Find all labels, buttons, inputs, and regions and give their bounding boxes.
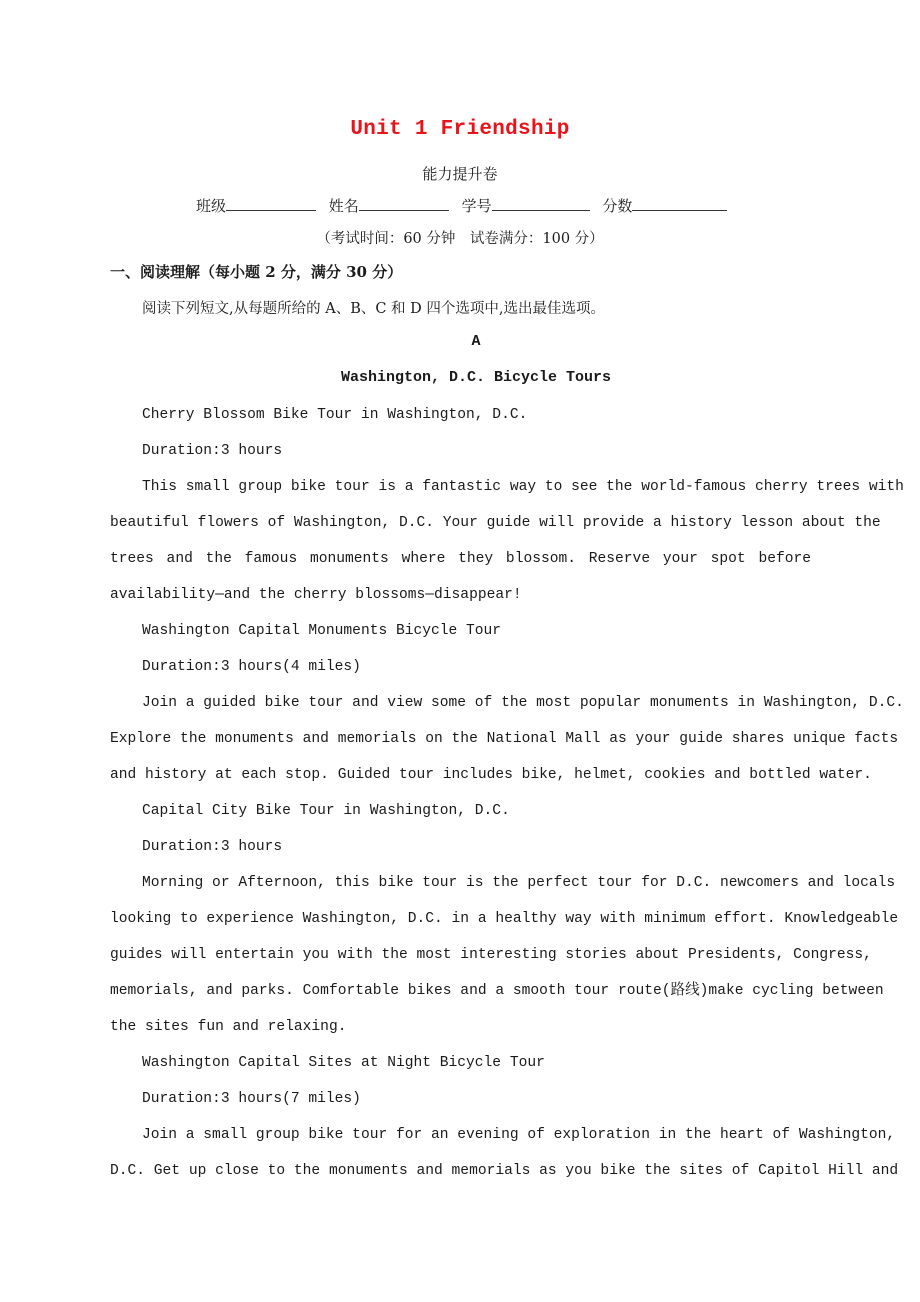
student-info-row (196, 195, 735, 216)
paragraph-line: Join a small group bike tour for an evening of exploration in the heart of Washington, (142, 1127, 896, 1143)
tour-duration: Duration:3 hours (142, 443, 283, 459)
class-blank[interactable] (226, 196, 316, 211)
document-title: Unit 1 Friendship (350, 118, 570, 141)
paragraph-line: D.C. Get up close to the monuments and memorials as you bike the sites of Capitol Hill and (110, 1163, 899, 1179)
document-subtitle: 能力提升卷 (422, 165, 498, 183)
tour-name: Cherry Blossom Bike Tour in Washington, D.C. (142, 407, 528, 423)
section-heading: 一、阅读理解（每小题 2 分，满分 30 分） (110, 263, 403, 281)
paragraph-line: guides will entertain you with the most interesting stories about Presidents, Congress, (110, 947, 872, 963)
paragraph-line: Join a guided bike tour and view some of the most popular monuments in Washington, D.C. (142, 695, 904, 711)
student-number-label: 学号 (461, 197, 492, 215)
tour-duration: Duration:3 hours (142, 839, 283, 855)
tour-name: Capital City Bike Tour in Washington, D.C. (142, 803, 510, 819)
name-label: 姓名 (328, 197, 359, 215)
paragraph-line: beautiful flowers of Washington, D.C. Your guide will provide a history lesson about the (110, 515, 881, 531)
tour-duration: Duration:3 hours(7 miles) (142, 1091, 361, 1107)
exam-note: （考试时间：60 分钟 试卷满分：100 分） (316, 231, 604, 247)
paragraph-line: looking to experience Washington, D.C. in a healthy way with minimum effort. Knowledgeable (110, 911, 899, 927)
passage-label: A (471, 333, 481, 350)
name-blank[interactable] (359, 196, 449, 211)
paragraph-line: This small group bike tour is a fantastic way to see the world-famous cherry trees with (142, 479, 904, 495)
section-instruction: 阅读下列短文,从每题所给的 A、B、C 和 D 四个选项中,选出最佳选项。 (142, 301, 605, 317)
tour-name: Washington Capital Monuments Bicycle Tour (142, 623, 502, 639)
paragraph-line: trees and the famous monuments where they blossom. Reserve your spot before (110, 551, 811, 567)
student-number-blank[interactable] (492, 196, 590, 211)
tour-name: Washington Capital Sites at Night Bicycle Tour (142, 1055, 545, 1071)
paragraph-line: and history at each stop. Guided tour includes bike, helmet, cookies and bottled water. (110, 767, 872, 783)
paragraph-line: memorials, and parks. Comfortable bikes and a smooth tour route(路线)make cycling between (110, 983, 884, 999)
paragraph-line: the sites fun and relaxing. (110, 1019, 347, 1035)
score-label: 分数 (602, 197, 633, 215)
passage-title: Washington, D.C. Bicycle Tours (340, 369, 612, 386)
score-blank[interactable] (632, 196, 727, 211)
paragraph-line: Morning or Afternoon, this bike tour is the perfect tour for D.C. newcomers and locals (142, 875, 896, 891)
paragraph-line: availability—and the cherry blossoms—disappear! (110, 587, 522, 603)
paragraph-line: Explore the monuments and memorials on the National Mall as your guide shares unique facts (110, 731, 899, 747)
class-label: 班级 (196, 197, 227, 215)
tour-duration: Duration:3 hours(4 miles) (142, 659, 361, 675)
